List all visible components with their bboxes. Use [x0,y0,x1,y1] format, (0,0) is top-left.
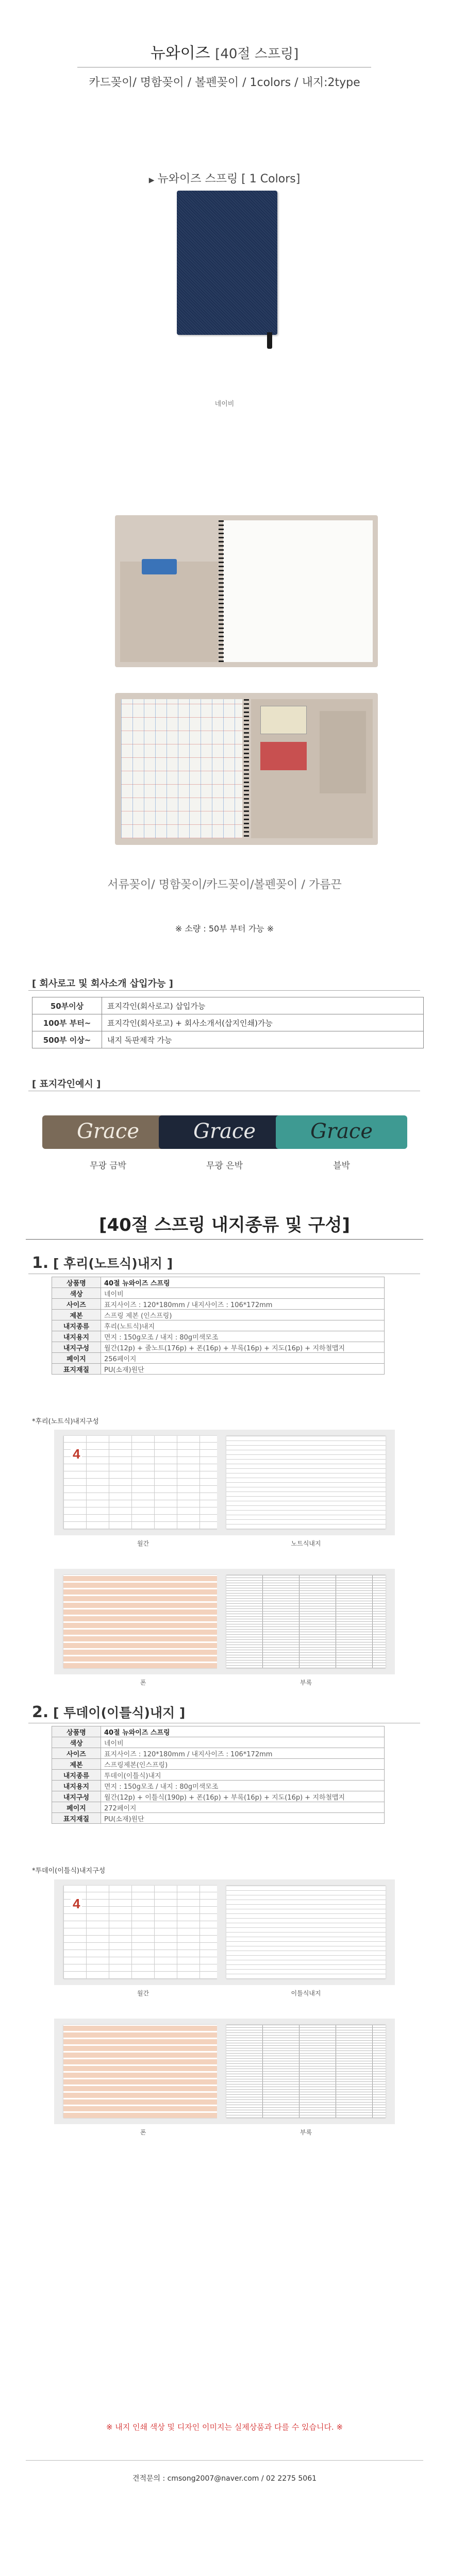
table-cell-desc: 표지각인(회사로고) + 회사소개서(삽지인쇄)가능 [102,1014,424,1031]
colors-heading [0,170,449,186]
spec-value: 스프링제본(인스프링) [101,1759,385,1770]
table-row [52,1320,385,1331]
part2-compose-label: *투데이(이틀식)내지구성 [32,1867,106,1875]
table-row [52,1288,385,1299]
inner-page-thumbnail [54,1569,232,1674]
thumbnail-caption: 부록 [300,2129,312,2136]
spec-value: 표지사이즈 : 120*180mm / 내지사이즈 : 106*172mm [101,1748,385,1759]
spec-value: 256페이지 [101,1353,385,1364]
table-row [52,1781,385,1791]
colors-heading-text: 뉴와이즈 스프링 [ 1 Colors] [157,173,301,185]
min-order-note: ※ 소량 : 50부 부터 가능 ※ [175,924,274,934]
spring-coil-2 [244,699,249,838]
spec-value: PU(소재)원단 [101,1813,385,1824]
spec-key: 내지용지 [52,1781,101,1791]
thumbnail-page [226,2025,386,2118]
spec-value: 면지 : 150g모조 / 내지 : 80g미색모조 [101,1331,385,1342]
spec-value: 네이비 [101,1288,385,1299]
spec-key: 내지종류 [52,1770,101,1781]
stamp-gold: Grace [42,1115,174,1149]
spec-value: 40절 뉴와이즈 스프링 [101,1277,385,1288]
thumbnail-page [63,1436,223,1529]
table-row [52,1748,385,1759]
spec-key: 내지종류 [52,1320,101,1331]
spec-value: 투데이(이틀식)내지 [101,1770,385,1781]
page-title [0,40,449,63]
inner-page-thumbnail [54,2019,232,2124]
thumbnail-caption: 월간 [137,1990,149,1997]
table-row [52,1310,385,1320]
document-pocket [120,562,218,662]
id-card [260,742,307,770]
spec-value: 스프링 제본 (인스프링) [101,1310,385,1320]
spec-key: 표지재질 [52,1813,101,1824]
pen-pocket [320,711,366,793]
thumbnail-page [63,1575,223,1668]
spec-key: 색상 [52,1737,101,1748]
spec-value: 40절 뉴와이즈 스프링 [101,1726,385,1737]
spec-key: 표지재질 [52,1364,101,1375]
inner-page-thumbnail [217,1879,395,1985]
spec-key: 내지구성 [52,1791,101,1802]
table-row [52,1277,385,1288]
navy-notebook-image [177,191,277,335]
month-number: 4 [71,1896,82,1912]
spec-key: 사이즈 [52,1299,101,1310]
inner-types-heading: [40절 스프링 내지종류 및 구성] [98,1215,351,1235]
thumbnail-caption: 폰 [140,1679,146,1686]
stamp-section-heading: [ 표지각인예시 ] [32,1079,101,1090]
swatch-label: 네이비 [214,400,235,408]
table-cell-desc: 내지 독판제작 가능 [102,1031,424,1048]
spring-coil [219,520,224,662]
table-cell-desc: 표지각인(회사로고) 삽입가능 [102,997,424,1014]
title-sub: [40절 스프링] [215,46,299,62]
spec-key: 상품명 [52,1277,101,1288]
inner-page-thumbnail [217,1430,395,1535]
spec-value: 면지 : 150g모조 / 내지 : 80g미색모조 [101,1781,385,1791]
table-row [52,1770,385,1781]
stamp-silver-label: 무광 은박 [206,1161,243,1171]
thumbnail-page [226,1436,386,1529]
spec-key: 제본 [52,1310,101,1320]
table-row [52,1791,385,1802]
page-subtitle: 카드꽂이/ 명함꽂이 / 볼펜꽂이 / 1colors / 내지:2type [89,76,360,89]
thumbnail-page [226,1575,386,1668]
card-slot-card [142,559,177,574]
month-number: 4 [71,1446,82,1462]
part2-spec-table [52,1726,385,1824]
spec-value: PU(소재)원단 [101,1364,385,1375]
table-row [52,1813,385,1824]
inner-page-thumbnail [54,1430,232,1535]
features-caption: 서류꽂이/ 명함꽂이/카드꽂이/볼펜꽂이 / 가름끈 [107,878,342,891]
disclaimer-notice: ※ 내지 인쇄 색상 및 디자인 이미지는 실제상품과 다를 수 있습니다. ※ [106,2422,343,2432]
spec-key: 상품명 [52,1726,101,1737]
stamp-gold-label: 무광 금박 [89,1161,127,1171]
table-cell-qty: 500부 이상~ [32,1031,102,1048]
spec-key: 페이지 [52,1353,101,1364]
thumbnail-page [63,1886,223,1979]
inner-page-thumbnail [54,1879,232,1985]
table-row [32,997,424,1014]
title-name: 뉴와이즈 [150,44,210,62]
thumbnail-page [226,1886,386,1979]
table-row [52,1737,385,1748]
footer-divider [26,2460,423,2461]
part1-number: 1. [32,1254,49,1272]
inner-heading-divider [26,1239,423,1240]
part2-title: [ 투데이(이틀식)내지 ] [53,1705,186,1720]
thumbnail-caption: 월간 [137,1540,149,1547]
table-row [52,1299,385,1310]
table-row [52,1802,385,1813]
table-cell-qty: 50부이상 [32,997,102,1014]
spec-value: 네이비 [101,1737,385,1748]
stamp-black-label: 블박 [333,1161,350,1171]
table-row [32,1031,424,1048]
thumbnail-page [63,2025,223,2118]
triangle-right-icon: ▶ [148,176,155,184]
spec-value: 후리(노트식)내지 [101,1320,385,1331]
thumbnail-caption: 부록 [300,1679,312,1686]
spec-key: 제본 [52,1759,101,1770]
bookmark-ribbon [267,332,272,349]
stamp-black: Grace [276,1115,407,1149]
logo-section-divider [28,990,420,991]
inner-page-thumbnail [217,1569,395,1674]
spec-key: 사이즈 [52,1748,101,1759]
business-card [260,706,307,734]
spec-value: 272페이지 [101,1802,385,1813]
table-row [52,1726,385,1737]
table-row [52,1759,385,1770]
thumbnail-caption: 이틀식내지 [291,1990,321,1997]
notebook-page [223,520,373,662]
spec-key: 색상 [52,1288,101,1299]
spec-value: 표지사이즈 : 120*180mm / 내지사이즈 : 106*172mm [101,1299,385,1310]
table-cell-qty: 100부 부터~ [32,1014,102,1031]
contact-footer: 견적문의 : cmsong2007@naver.com / 02 2275 5061 [132,2475,317,2483]
table-row [52,1331,385,1342]
logo-table [32,997,424,1048]
logo-section-heading: [ 회사로고 및 회사소개 삽입가능 ] [32,978,173,989]
stamp-silver: Grace [159,1115,290,1149]
inner-page-thumbnail [217,2019,395,2124]
spec-key: 페이지 [52,1802,101,1813]
table-row [52,1353,385,1364]
table-row [52,1342,385,1353]
part1-compose-label: *후리(노트식)내지구성 [32,1418,99,1426]
spec-value: 월간(12p) + 줄노트(176p) + 폰(16p) + 부록(16p) + 지도(16p) + 지하철맵지 [101,1342,385,1353]
table-row [52,1364,385,1375]
spec-value: 월간(12p) + 이틀식(190p) + 폰(16p) + 부록(16p) + 지도(16p) + 지하철맵지 [101,1791,385,1802]
subway-map-page [121,699,242,838]
part1-title: [ 후리(노트식)내지 ] [53,1256,173,1271]
part1-spec-table [52,1277,385,1375]
thumbnail-caption: 폰 [140,2129,146,2136]
part2-number: 2. [32,1703,49,1721]
thumbnail-caption: 노트식내지 [291,1540,321,1547]
spec-key: 내지용지 [52,1331,101,1342]
part1-heading [32,1253,173,1272]
spec-key: 내지구성 [52,1342,101,1353]
part2-heading [32,1703,185,1721]
table-row [32,1014,424,1031]
